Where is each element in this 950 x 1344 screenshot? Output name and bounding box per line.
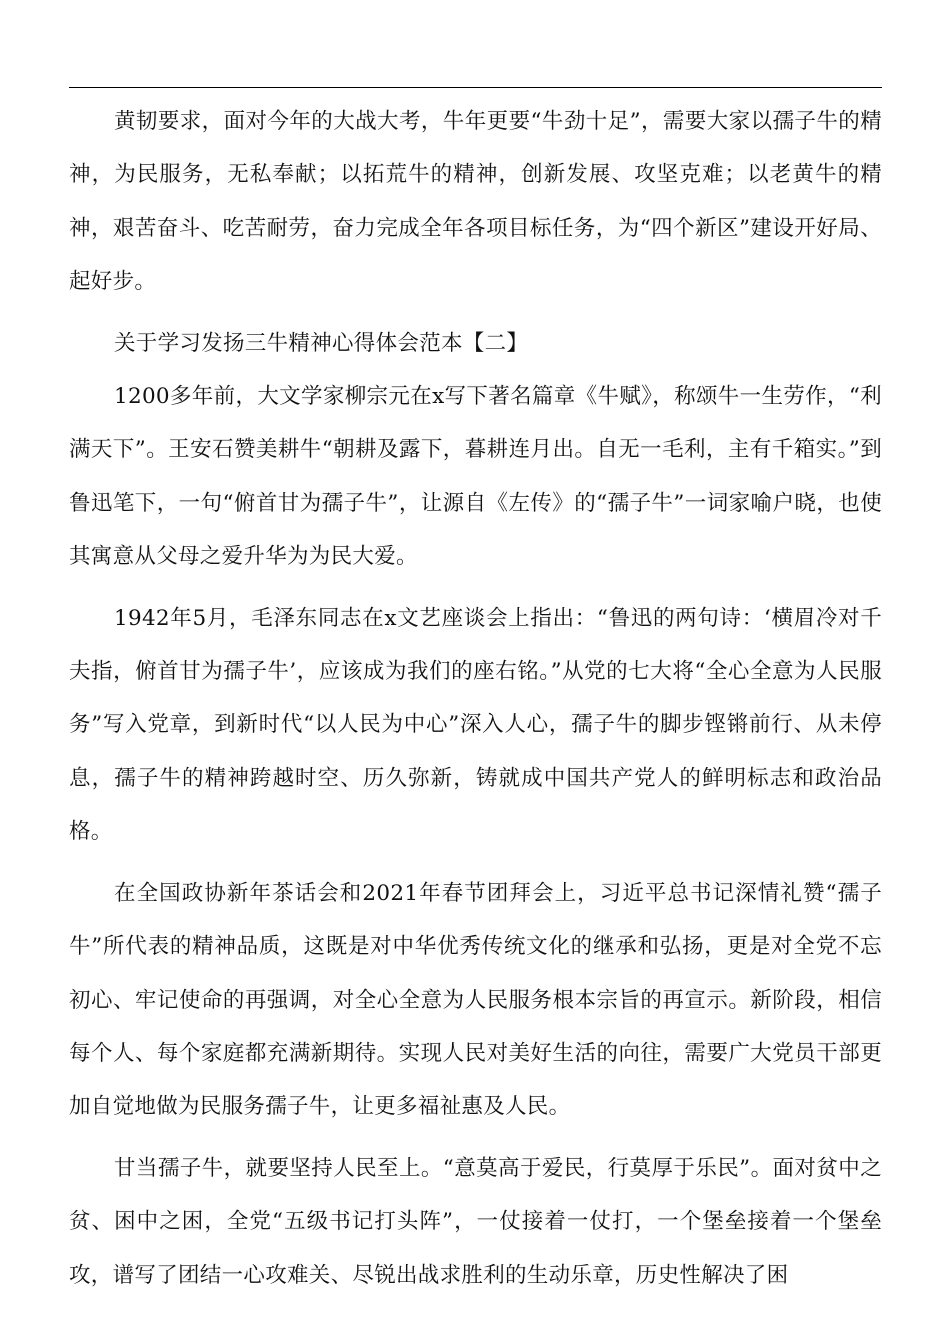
paragraph-2: 1200多年前，大文学家柳宗元在x写下著名篇章《牛赋》，称颂牛一生劳作，“利满天下”。王安石赞美耕牛“朝耕及露下，暮耕连月出。自无一毛利，主有千箱实。”到鲁迅笔下，一句“俯首甘为孺子牛”，让源自《左传》的“孺子牛”一词家喻户晓，也使其寓意从父母之爱升华为为民大爱。: [69, 384, 882, 570]
paragraph-1: 黄韧要求，面对今年的大战大考，牛年更要“牛劲十足”，需要大家以孺子牛的精神，为民服务，无私奉献；以拓荒牛的精神，创新发展、攻坚克难；以老黄牛的精神，艰苦奋斗、吃苦耐劳，奋力完成全年各项目标任务，为“四个新区”建设开好局、起好步。: [69, 109, 882, 295]
paragraph-4: 在全国政协新年茶话会和2021年春节团拜会上，习近平总书记深情礼赞“孺子牛”所代表的精神品质，这既是对中华优秀传统文化的继承和弘扬，更是对全党不忘初心、牢记使命的再强调，对全心全意为人民服务根本宗旨的再宣示。新阶段，相信每个人、每个家庭都充满新期待。实现人民对美好生活的向往，需要广大党员干部更加自觉地做为民服务孺子牛，让更多福祉惠及人民。: [69, 880, 882, 1120]
paragraph-3: 1942年5月，毛泽东同志在x文艺座谈会上指出：“鲁迅的两句诗：‘横眉冷对千夫指，俯首甘为孺子牛’，应该成为我们的座右铭。”从党的七大将“全心全意为人民服务”写入党章，到新时代“以人民为中心”深入人心，孺子牛的脚步铿锵前行、从未停息，孺子牛的精神跨越时空、历久弥新，铸就成中国共产党人的鲜明标志和政治品格。: [69, 605, 882, 845]
section-heading: 关于学习发扬三牛精神心得体会范本【二】: [114, 330, 529, 356]
document-body: [69, 95, 882, 1302]
header-rule: [69, 87, 882, 88]
paragraph-5: 甘当孺子牛，就要坚持人民至上。“意莫高于爱民，行莫厚于乐民”。面对贫中之贫、困中之困，全党“五级书记打头阵”，一仗接着一仗打，一个堡垒接着一个堡垒攻，谱写了团结一心攻难关、尽锐出战求胜利的生动乐章，历史性解决了困: [69, 1155, 882, 1288]
